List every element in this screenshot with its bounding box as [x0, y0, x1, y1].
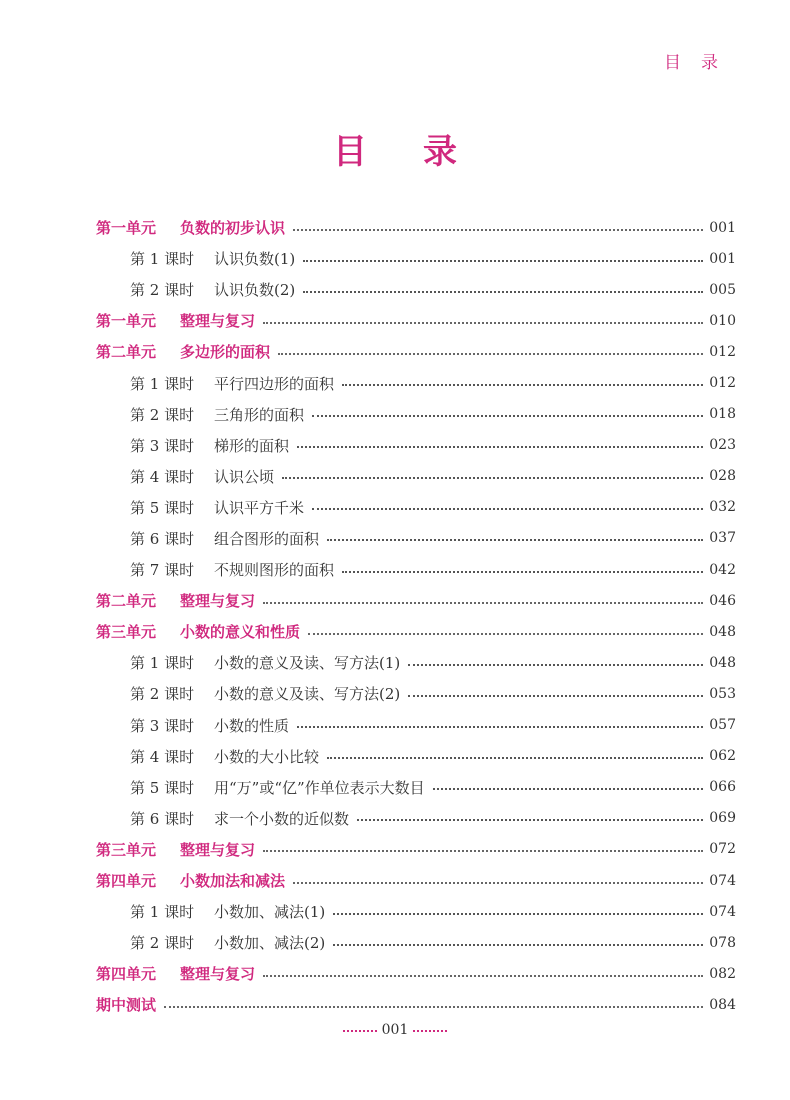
- page-footer: [0, 1022, 790, 1038]
- toc-lesson-row[interactable]: [96, 430, 736, 461]
- toc-dot-leader: [357, 819, 703, 821]
- toc-entry-title: 三角形的面积: [214, 405, 305, 424]
- toc-dot-leader: [293, 229, 703, 231]
- toc-entry-title: 小数加、减法(1): [214, 903, 326, 922]
- toc-entry-title: 整理与复习: [180, 592, 256, 611]
- toc-entry-title: 梯形的面积: [214, 436, 290, 455]
- toc-entry-title: 整理与复习: [180, 965, 256, 984]
- toc-page-number: 072: [709, 841, 736, 858]
- toc-entry-title: 用“万”或“亿”作单位表示大数目: [214, 778, 425, 797]
- toc-dot-leader: [433, 788, 704, 790]
- toc-entry-title: 认识平方千米: [214, 498, 305, 517]
- toc-unit-label: 第四单元: [96, 872, 157, 891]
- toc-entry-title: 组合图形的面积: [214, 529, 320, 548]
- toc-page-number: 048: [709, 654, 736, 671]
- toc-lesson-number: 第 3 课时: [130, 716, 195, 735]
- toc-page-number: 084: [709, 996, 736, 1013]
- toc-dot-leader: [297, 446, 703, 448]
- footer-left-dots: [343, 1030, 377, 1032]
- toc-page-number: 012: [709, 375, 736, 392]
- toc-lesson-row[interactable]: [96, 554, 736, 585]
- toc-unit-label: 第一单元: [96, 219, 157, 238]
- toc-page-number: 074: [709, 903, 736, 920]
- toc-lesson-row[interactable]: [96, 523, 736, 554]
- toc-dot-leader: [408, 664, 703, 666]
- toc-dot-leader: [282, 477, 703, 479]
- toc-page-number: 010: [709, 312, 736, 329]
- toc-unit-label: 第二单元: [96, 343, 157, 362]
- toc-entry-title: 小数加、减法(2): [214, 934, 326, 953]
- toc-unit-row[interactable]: [96, 958, 736, 989]
- toc-page-number: 018: [709, 406, 736, 423]
- toc-dot-leader: [263, 850, 703, 852]
- toc-unit-label: 第一单元: [96, 312, 157, 331]
- toc-page-number: 069: [709, 810, 736, 827]
- toc-unit-row[interactable]: [96, 865, 736, 896]
- toc-page-number: 062: [709, 748, 736, 765]
- toc-page-number: 001: [709, 219, 736, 236]
- toc-entry-title: 小数的意义及读、写方法(1): [214, 654, 401, 673]
- toc-unit-row[interactable]: [96, 585, 736, 616]
- toc-unit-row[interactable]: [96, 834, 736, 865]
- toc-unit-row[interactable]: [96, 616, 736, 647]
- toc-page-number: 028: [709, 468, 736, 485]
- toc-dot-leader: [303, 260, 703, 262]
- running-header: 目录: [664, 53, 738, 73]
- toc-unit-label: 第二单元: [96, 592, 157, 611]
- toc-page-number: 082: [709, 965, 736, 982]
- toc-lesson-number: 第 2 课时: [130, 281, 195, 300]
- toc-unit-label: 第三单元: [96, 623, 157, 642]
- toc-entry-title: 小数的意义和性质: [180, 623, 301, 642]
- toc-dot-leader: [263, 975, 703, 977]
- toc-dot-leader: [263, 602, 703, 604]
- toc-dot-leader: [408, 695, 703, 697]
- toc-lesson-row[interactable]: [96, 741, 736, 772]
- toc-dot-leader: [312, 508, 703, 510]
- toc-unit-row[interactable]: [96, 212, 736, 243]
- toc-page-number: 066: [709, 779, 736, 796]
- toc-lesson-number: 第 3 课时: [130, 436, 195, 455]
- toc-lesson-number: 第 1 课时: [130, 250, 195, 269]
- toc-entry-title: 整理与复习: [180, 840, 256, 859]
- toc-lesson-number: 第 1 课时: [130, 654, 195, 673]
- toc-entry-title: 不规则图形的面积: [214, 561, 335, 580]
- toc-page-number: 005: [709, 281, 736, 298]
- toc-entry-title: 认识负数(2): [214, 281, 296, 300]
- toc-unit-row[interactable]: [96, 305, 736, 336]
- toc-dot-leader: [164, 1006, 703, 1008]
- toc-entry-title: 认识负数(1): [214, 250, 296, 269]
- toc-page-number: 042: [709, 561, 736, 578]
- toc-lesson-number: 第 2 课时: [130, 405, 195, 424]
- footer-right-dots: [413, 1030, 447, 1032]
- table-of-contents: [96, 212, 736, 1020]
- toc-lesson-row[interactable]: [96, 927, 736, 958]
- toc-page-number: 078: [709, 934, 736, 951]
- toc-lesson-number: 第 4 课时: [130, 467, 195, 486]
- toc-entry-title: 小数的性质: [214, 716, 290, 735]
- toc-lesson-number: 第 2 课时: [130, 934, 195, 953]
- toc-page-number: 032: [709, 499, 736, 516]
- toc-entry-title: 平行四边形的面积: [214, 374, 335, 393]
- toc-dot-leader: [303, 291, 703, 293]
- toc-dot-leader: [342, 571, 703, 573]
- toc-lesson-row[interactable]: [96, 803, 736, 834]
- toc-lesson-number: 第 5 课时: [130, 498, 195, 517]
- toc-dot-leader: [327, 539, 703, 541]
- toc-entry-title: 整理与复习: [180, 312, 256, 331]
- toc-page-number: 053: [709, 685, 736, 702]
- toc-entry-title: 认识公顷: [214, 467, 275, 486]
- toc-lesson-number: 第 4 课时: [130, 747, 195, 766]
- toc-dot-leader: [293, 882, 703, 884]
- toc-lesson-row[interactable]: [96, 461, 736, 492]
- toc-lesson-row[interactable]: [96, 492, 736, 523]
- toc-page-number: 001: [709, 250, 736, 267]
- toc-dot-leader: [333, 913, 703, 915]
- toc-dot-leader: [263, 322, 703, 324]
- toc-lesson-row[interactable]: [96, 243, 736, 274]
- toc-page-number: 074: [709, 872, 736, 889]
- toc-dot-leader: [297, 726, 703, 728]
- toc-dot-leader: [333, 944, 703, 946]
- toc-lesson-number: 第 6 课时: [130, 529, 195, 548]
- toc-page-number: 037: [709, 530, 736, 547]
- toc-entry-title: 小数的意义及读、写方法(2): [214, 685, 401, 704]
- toc-lesson-number: 第 2 课时: [130, 685, 195, 704]
- toc-entry-title: 求一个小数的近似数: [214, 809, 350, 828]
- toc-lesson-row[interactable]: [96, 896, 736, 927]
- toc-lesson-number: 第 7 课时: [130, 561, 195, 580]
- toc-unit-row[interactable]: [96, 989, 736, 1020]
- toc-lesson-row[interactable]: [96, 772, 736, 803]
- toc-unit-row[interactable]: [96, 336, 736, 367]
- toc-lesson-row[interactable]: [96, 710, 736, 741]
- toc-page-number: 012: [709, 343, 736, 360]
- toc-entry-title: 负数的初步认识: [180, 219, 286, 238]
- toc-entry-title: 期中测试: [96, 996, 157, 1015]
- toc-page-number: 046: [709, 592, 736, 609]
- footer-page-number: 001: [381, 1022, 409, 1038]
- toc-lesson-row[interactable]: [96, 647, 736, 678]
- toc-page-number: 023: [709, 437, 736, 454]
- toc-lesson-row[interactable]: [96, 367, 736, 398]
- page-title: 目录: [333, 132, 513, 172]
- toc-dot-leader: [342, 384, 703, 386]
- toc-unit-label: 第三单元: [96, 840, 157, 859]
- toc-lesson-number: 第 6 课时: [130, 809, 195, 828]
- toc-dot-leader: [312, 415, 703, 417]
- toc-lesson-row[interactable]: [96, 274, 736, 305]
- toc-lesson-row[interactable]: [96, 399, 736, 430]
- toc-page-number: 048: [709, 623, 736, 640]
- toc-entry-title: 小数的大小比较: [214, 747, 320, 766]
- toc-lesson-number: 第 5 课时: [130, 778, 195, 797]
- toc-dot-leader: [308, 633, 703, 635]
- toc-lesson-number: 第 1 课时: [130, 903, 195, 922]
- toc-page-number: 057: [709, 717, 736, 734]
- toc-lesson-row[interactable]: [96, 678, 736, 709]
- toc-dot-leader: [327, 757, 703, 759]
- toc-unit-label: 第四单元: [96, 965, 157, 984]
- toc-lesson-number: 第 1 课时: [130, 374, 195, 393]
- toc-entry-title: 多边形的面积: [180, 343, 271, 362]
- toc-dot-leader: [278, 353, 703, 355]
- toc-entry-title: 小数加法和减法: [180, 872, 286, 891]
